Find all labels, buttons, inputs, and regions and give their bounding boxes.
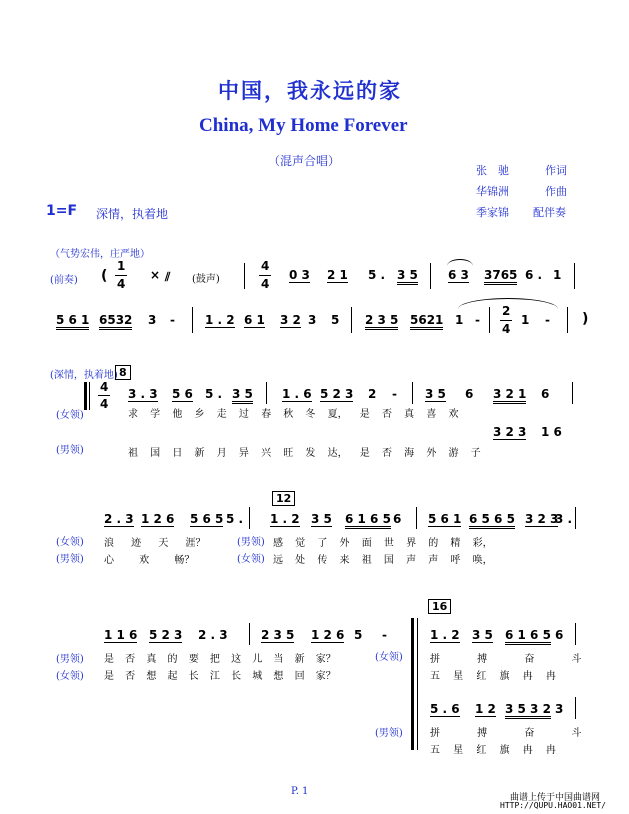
note-group: 5 . 6: [430, 702, 460, 716]
note-group: 1 . 6: [282, 387, 312, 401]
note-group: 1 . 2: [430, 628, 460, 642]
drum-label: (鼓声): [192, 274, 220, 285]
note-group: 1 2: [475, 702, 496, 716]
note-group: 2 3 5: [261, 628, 295, 642]
barline: [249, 623, 250, 645]
note-group: 2 . 3: [104, 512, 134, 526]
x-note: ×: [150, 268, 161, 282]
close-paren: ): [582, 311, 589, 327]
female-lead-label-right: (女领): [375, 652, 403, 663]
note-group: 2 . 3: [198, 628, 228, 642]
note-group: 5 6 5: [190, 512, 224, 526]
male-lead-label: (男领): [56, 554, 84, 565]
watermark-line-1: 曲谱上传于中国曲谱网: [510, 793, 601, 803]
rehearsal-mark: 12: [272, 491, 295, 506]
note-group: 1 6: [541, 425, 562, 439]
note-group: 6 1 6 5: [345, 512, 391, 529]
barline: [575, 697, 576, 719]
male-lead-label-right: (男领): [375, 728, 403, 739]
note-group: 6: [465, 387, 474, 401]
title-chinese: 中国，我永远的家: [218, 79, 402, 103]
note-group: 3: [555, 702, 564, 716]
credit-role-lyricist: 作词: [545, 164, 567, 177]
key-signature: 1=F: [46, 203, 78, 219]
barline: [575, 507, 576, 529]
note-group: 0 3: [289, 268, 310, 282]
note-group: 3 5 3 2: [505, 702, 551, 719]
note-group: 1 2 6: [141, 512, 175, 526]
time-sig-line: [500, 320, 512, 321]
intro-label: (前奏): [50, 275, 78, 286]
slash-mark: ⫽: [165, 270, 171, 284]
note-group: 3 2 1: [493, 387, 526, 404]
note-group: 6 3: [448, 268, 469, 282]
time-sig-line: [259, 275, 271, 276]
barline: [572, 382, 573, 404]
credit-role-composer: 作曲: [545, 185, 567, 198]
note-group: 3 . 3: [128, 387, 158, 401]
barline: [412, 382, 413, 404]
note-group: 3 5: [232, 387, 253, 404]
note-group: 6 5 6 5: [469, 512, 515, 529]
lyrics-male: 是 否 真 的 要 把 这 儿 当 新 家？: [104, 654, 336, 665]
note-group: 1: [521, 313, 530, 327]
lyrics-male-continued: 远 处 传 来 祖 国 声 声 呼 唤，: [273, 555, 493, 566]
note-group: 3: [308, 313, 317, 327]
watermark-line-2: HTTP://QUPU.HAO01.NET/: [500, 801, 606, 810]
page-number: P. 1: [291, 786, 309, 797]
credit-role-arranger: 配伴奏: [533, 206, 566, 219]
tempo-marking: 深情，执着地: [96, 207, 169, 221]
right-lyrics-bottom-2: 五 星 红 旗 冉 冉: [430, 745, 556, 756]
lyrics-female: 是 否 想 起 长 江 长 城 想 回 家？: [104, 671, 336, 682]
repeat-barline-thin: [89, 382, 90, 410]
note-group: 1 . 2: [270, 512, 300, 526]
female-lead-label: (女领): [56, 410, 84, 421]
subtitle: （混声合唱）: [268, 154, 341, 168]
note-group: 6: [393, 512, 402, 526]
lyrics-female-continued: 感 觉 了 外 面 世 界 的 精 彩，: [273, 538, 493, 549]
credit-name-arranger: 季家锦: [476, 206, 509, 219]
barline: [249, 507, 250, 529]
system-barline: [417, 618, 418, 750]
expression-mark: （气势宏伟，庄严地）: [50, 249, 150, 260]
credit-name-composer: 华锦洲: [476, 185, 509, 198]
time-sig-bottom: 4: [100, 397, 109, 411]
title-english: China, My Home Forever: [199, 115, 408, 136]
note-group: 1 1 6: [104, 628, 138, 642]
note-group: 5 2 3: [320, 387, 354, 401]
time-sig-bottom: 4: [502, 322, 511, 336]
note-group: 2 1: [327, 268, 348, 282]
note-group: -: [545, 313, 550, 327]
right-lyrics-top-1: 拼 搏 奋 斗: [430, 654, 582, 665]
note-group: 3 5: [425, 387, 446, 401]
note-group: 5: [354, 628, 363, 642]
note-group: 5: [331, 313, 340, 327]
female-lead-label: (女领): [56, 537, 84, 548]
time-sig-top: 1: [117, 259, 126, 273]
note-group: 6 1 6 5: [505, 628, 551, 645]
note-group: 3: [148, 313, 157, 327]
note-group: 1: [553, 268, 562, 282]
note-group: -: [392, 387, 397, 401]
slur: [447, 259, 473, 266]
right-lyrics-bottom-1: 拼 搏 奋 斗: [430, 728, 582, 739]
barline: [351, 307, 352, 333]
barline: [567, 307, 568, 333]
barline: [266, 382, 267, 404]
note-group: 5 2 3: [149, 628, 183, 642]
note-group: 5 6 1: [56, 313, 89, 330]
note-group: 1 . 2: [205, 313, 235, 327]
note-group: 6532: [99, 313, 132, 330]
note-group: -: [475, 313, 480, 327]
note-group: 6 1: [244, 313, 265, 327]
time-sig-bottom: 4: [261, 277, 270, 291]
note-group: 3 2: [280, 313, 301, 327]
female-lead-label: (女领): [56, 671, 84, 682]
lyrics-female: 浪 迹 天 涯？: [104, 538, 206, 549]
barline: [574, 263, 575, 289]
barline: [575, 623, 576, 645]
male-lead-label: (男领): [56, 654, 84, 665]
right-lyrics-top-2: 五 星 红 旗 冉 冉: [430, 671, 556, 682]
note-group: 5 .: [368, 268, 386, 282]
note-group: 3765: [484, 268, 517, 285]
expression-mark: (深情，执着地): [50, 370, 118, 381]
note-group: 6: [541, 387, 550, 401]
note-group: 5 .: [226, 512, 244, 526]
barline: [244, 263, 245, 289]
note-group: 3 2 3: [493, 425, 527, 439]
system-bracket: [411, 618, 414, 750]
barline: [192, 307, 193, 333]
barline: [430, 263, 431, 289]
note-group: 3 5: [472, 628, 493, 642]
note-group: 2: [368, 387, 377, 401]
note-group: 5 6: [172, 387, 193, 401]
time-sig-line: [98, 395, 110, 396]
lyrics-male: 心 欢 畅？: [104, 555, 195, 566]
note-group: 3 5: [397, 268, 418, 285]
note-group: 5 6 1: [428, 512, 462, 526]
rehearsal-mark: 8: [115, 365, 131, 380]
note-group: 5621: [410, 313, 443, 330]
note-group: 6: [555, 628, 564, 642]
time-sig-top: 4: [261, 259, 270, 273]
time-sig-top: 4: [100, 380, 109, 394]
note-group: 1 2 6: [311, 628, 345, 642]
male-lead-label: (男领): [56, 445, 84, 456]
time-sig-bottom: 4: [117, 277, 126, 291]
note-group: 2 3 5: [365, 313, 398, 330]
barline: [416, 507, 417, 529]
note-group: -: [170, 313, 175, 327]
time-sig-top: 2: [502, 304, 511, 318]
open-paren: (: [101, 268, 108, 284]
time-sig-line: [115, 275, 127, 276]
lyrics-male: 祖 国 日 新 月 异 兴 旺 发 达， 是 否 海 外 游 子: [128, 448, 481, 459]
note-group: 3 .: [555, 512, 573, 526]
note-group: 6 .: [525, 268, 543, 282]
repeat-barline: [84, 382, 87, 410]
note-group: 5 .: [205, 387, 223, 401]
credit-name-lyricist: 张 驰: [476, 164, 509, 177]
note-group: -: [382, 628, 387, 642]
note-group: 3 2 3: [525, 512, 559, 526]
note-group: 1: [455, 313, 464, 327]
female-lead-label-mid: (女领): [237, 554, 265, 565]
lyrics-female: 求 学 他 乡 走 过 春 秋 冬 夏， 是 否 真 喜 欢: [128, 409, 459, 420]
barline: [489, 307, 490, 333]
male-lead-label-mid: (男领): [237, 537, 265, 548]
rehearsal-mark: 16: [428, 599, 451, 614]
note-group: 3 5: [311, 512, 332, 526]
